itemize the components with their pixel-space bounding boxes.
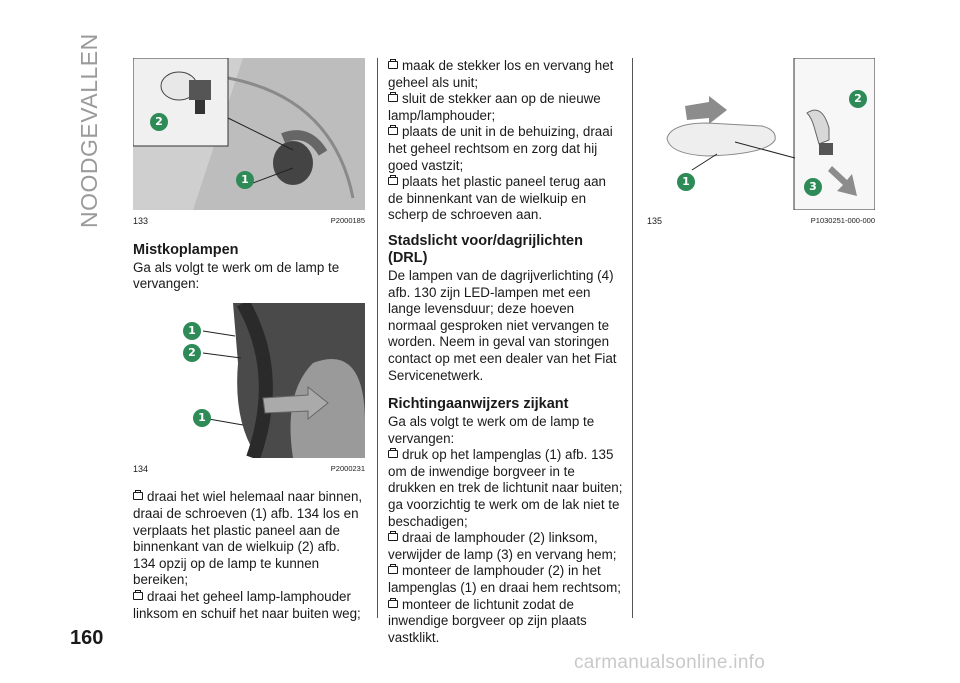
bullet-item: monteer de lamphouder (2) in het lampenglas (1) en draai hem rechtsom; [388,563,621,596]
column-divider-1 [377,58,378,618]
figure-134-illustration [133,303,365,458]
bullet-icon [133,492,143,500]
figure-134-number: 134 [133,463,149,474]
heading-drl: Stadslicht voor/dagrijlichten (DRL) [388,232,583,266]
bullet-icon [388,566,398,574]
figure-135-number: 135 [647,216,663,226]
column-1 [133,58,365,622]
figure-134 [133,303,365,458]
column-3 [647,58,875,230]
figure-134-caption [133,461,365,478]
bullet-icon [388,177,398,185]
bullet-icon [388,94,398,102]
bullet-item: maak de stekker los en vervang het geheel als unit; [388,58,614,90]
bullet-icon [388,127,398,135]
figure-134-callout-1-top: 1 [183,322,201,340]
bullet-item: monteer de lichtunit zodat de inwendige borgveer op zijn plaats vastklikt. [388,596,587,645]
page-number: 160 [70,627,104,649]
watermark-link[interactable]: carmanualsonline.info [574,652,766,673]
bullet-icon [388,533,398,541]
figure-134-code: P2000231 [330,463,365,473]
heading-mistkoplampen: Mistkoplampen [133,241,239,258]
bullet-icon [388,600,398,608]
column-2 [388,58,624,646]
figure-134-callout-1-bottom: 1 [193,409,211,427]
bullet-icon [388,61,398,69]
figure-135 [647,58,875,210]
figure-133-callout-2: 2 [150,113,168,131]
figure-133-callout-1: 1 [236,171,254,189]
figure-135-callout-3: 3 [804,178,822,196]
bullet-item: plaats het plastic paneel terug aan de binnenkant van de wielkuip en scherp de schroeven aan. [388,174,606,223]
bullet-item: druk op het lampenglas (1) afb. 135 om de inwendige borgveer in te drukken en trek de lichtunit naar buiten; ga voorzichtig te werk om de lak niet te beschadigen; [388,447,623,529]
drl-text: De lampen van de dagrijverlichting (4) afb. 130 zijn LED-lampen met een lange levensduur; deze hoeven normaal gesproken niet vervangen te worden. Neem in geval van storingen contact op met een dealer van het Fiat Servicenetwerk. [388,267,617,383]
heading-richtingaanwijzers: Richtingaanwijzers zijkant [388,396,569,413]
bullet-item: draai het geheel lamp-lamphouder linksom en schuif het naar buiten weg; [133,588,361,621]
bullet-item: plaats de unit in de behuizing, draai het geheel rechtsom en zorg dat hij goed vastzit; [388,124,613,173]
bullet-item: draai het wiel helemaal naar binnen, draai de schroeven (1) afb. 134 los en verplaats het plastic paneel aan de binnenkant van de wielkuip (2) afb. 134 opzij op de lamp te kunnen bereiken; [133,489,363,588]
figure-135-callout-2: 2 [849,90,867,108]
figure-133 [133,58,365,210]
column-divider-2 [632,58,633,618]
mistkoplampen-intro: Ga als volgt te werk om de lamp te vervangen: [133,259,340,292]
bullet-icon [388,450,398,458]
figure-133-caption [133,213,365,230]
bullet-icon [133,592,143,600]
figure-134-callout-2: 2 [183,344,201,362]
figure-135-code: P1030251-000-000 [810,216,875,225]
figure-133-number: 133 [133,216,149,226]
bullet-item: draai de lamphouder (2) linksom, verwijder de lamp (3) en vervang hem; [388,530,617,562]
figure-135-caption [647,213,875,230]
bullet-item: sluit de stekker aan op de nieuwe lamp/lamphouder; [388,91,601,123]
figure-133-code: P2000185 [330,216,365,225]
figure-135-callout-1: 1 [677,173,695,191]
richtingaanwijzers-intro: Ga als volgt te werk om de lamp te vervangen: [388,414,595,446]
section-title: NOODGEVALLEN [76,33,102,228]
